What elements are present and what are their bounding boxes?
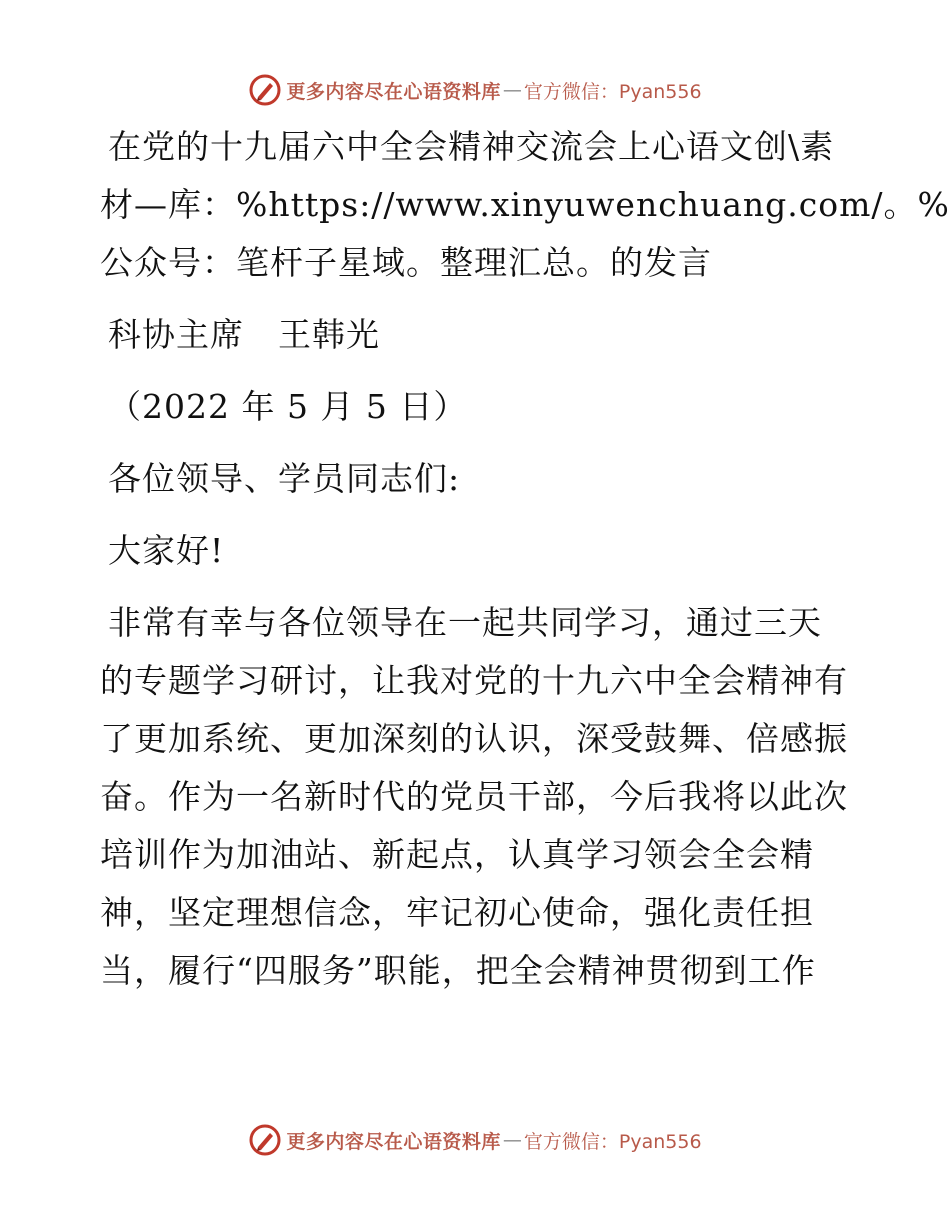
body-line: 奋。作为一名新时代的党员干部，今后我将以此次 <box>100 777 848 816</box>
salutation-line: 各位领导、学员同志们: <box>108 459 461 498</box>
watermark-wechat: 官方微信：Pyan556 <box>523 80 702 103</box>
title-line-3: 公众号：笔杆子星域。整理汇总。的发言 <box>100 243 712 282</box>
body-line: 神，坚定理想信念，牢记初心使命，强化责任担 <box>100 893 814 932</box>
watermark-header <box>0 70 950 110</box>
watermark-slogan: 更多内容尽在心语资料库 <box>286 80 501 103</box>
watermark-wechat: 官方微信：Pyan556 <box>523 1130 702 1153</box>
body-line: 培训作为加油站、新起点，认真学习领会全会精 <box>100 835 814 874</box>
document-body <box>100 118 950 1000</box>
pen-logo-icon <box>248 1123 282 1157</box>
date-line: （2022 年 5 月 5 日） <box>108 387 468 426</box>
watermark-footer <box>0 1120 950 1160</box>
body-line: 非常有幸与各位领导在一起共同学习，通过三天 <box>108 603 822 642</box>
speaker-line: 科协主席 王韩光 <box>108 315 380 354</box>
title-line-2: 材—库：%https://www.xinyuwenchuang.com/。% <box>100 185 950 224</box>
body-line: 的专题学习研讨，让我对党的十九六中全会精神有 <box>100 661 848 700</box>
body-line: 了更加系统、更加深刻的认识，深受鼓舞、倍感振 <box>100 719 848 758</box>
watermark-separator: — <box>502 1129 522 1151</box>
greeting-line: 大家好! <box>108 531 225 570</box>
watermark-slogan: 更多内容尽在心语资料库 <box>286 1130 501 1153</box>
pen-logo-icon <box>248 73 282 107</box>
body-line: 当，履行“四服务”职能，把全会精神贯彻到工作 <box>100 951 816 990</box>
watermark-separator: — <box>502 79 522 101</box>
title-line-1: 在党的十九届六中全会精神交流会上心语文创\素 <box>108 127 835 166</box>
